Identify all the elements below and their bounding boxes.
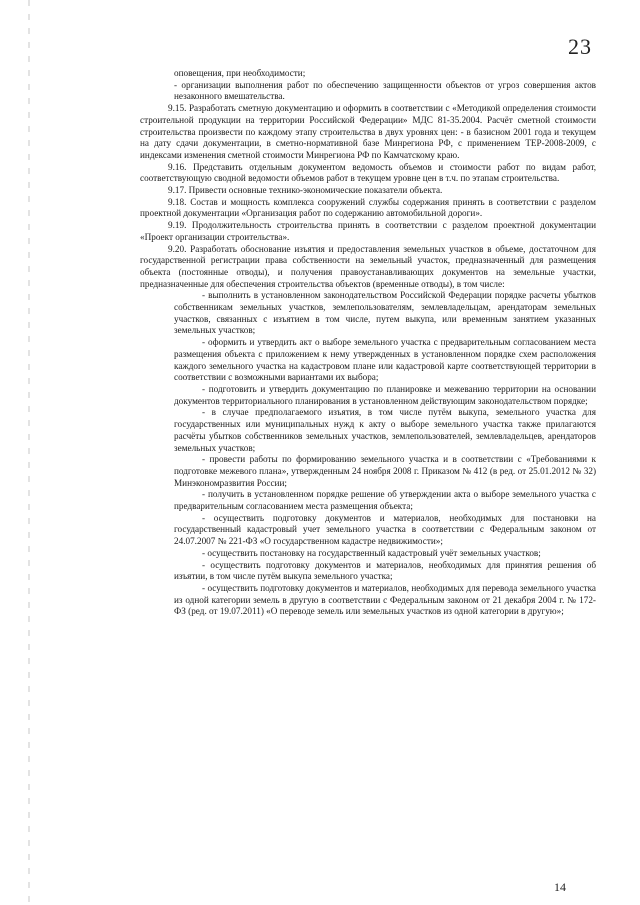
paragraph: - осуществить постановку на государственный кадастровый учёт земельных участков; (202, 547, 541, 558)
page-footer-number: 14 (554, 880, 566, 894)
paragraph: - оформить и утвердить акт о выборе земельного участка с предварительным согласованием места размещения объекта с приложением к нему утвержденных в установленном порядке схем расположения каждого земельного участка на кадастровом плане или кадастровой карте соответствующей территории в соответствии с возможными вариантами их выбора; (174, 337, 596, 383)
paragraph: оповещения, при необходимости; (174, 68, 306, 78)
paragraph: 9.15. Разработать сметную документацию и оформить в соответствии с «Методикой определения стоимости строительной продукции на территории Российской Федерации» МДС 81-35.2004. Расчёт сметной стоимости строительства произвести по каждому этапу строительства в двух уровнях цен: - в базисном 2001 года и текущем на дату сдачи документации, в сметно-нормативной базе Минрегиона РФ, с применением ТЕР-2008-2009, с индексами изменения сметной стоимости Минрегиона РФ по Камчатскому краю. (140, 103, 596, 160)
paragraph: 9.16. Представить отдельным документом ведомость объемов и стоимости работ по видам работ, соответствующую сводной ведомости объемов работ в текущем уровне цен в т.ч. по этапам строительства. (140, 161, 596, 184)
paragraph: - организации выполнения работ по обеспечению защищенности объектов от угроз совершения актов незаконного вмешательства. (174, 79, 596, 102)
page-stamp-number: 23 (568, 34, 592, 59)
paragraph: - выполнить в установленном законодательством Российской Федерации порядке расчеты убытков собственникам земельных участков, землепользователям, землевладельцам, арендаторам земельных участков, связанных с изъятием в том числе, путем выкупа, или временным занятием указанных земельных участков; (174, 290, 596, 336)
paragraph: 9.19. Продолжительность строительства принять в соответствии с разделом проектной документации «Проект организации строительства». (140, 220, 596, 242)
paragraph: - осуществить подготовку документов и материалов, необходимых для перевода земельного участка из одной категории земель в другую в соответствии с Федеральным законом от 21 декабря 2004 г. № 172-ФЗ (ред. от 19.07.2011) «О переводе земель или земельных участков из одной категории в другую»; (174, 582, 596, 617)
paragraph: 9.20. Разработать обоснование изъятия и предоставления земельных участков в объеме, достаточном для государственной регистрации права собственности на земельный участок, предназначенный для размещения объекта (постоянные отводы), и получения правоустанавливающих документов на земельные участки, предназначенные для обеспечения строительства объектов (временные отводы), в том числе: (140, 243, 596, 289)
paragraph: - провести работы по формированию земельного участка и в соответствии с «Требованиями к подготовке межевого плана», утвержденным 24 ноября 2008 г. Приказом № 412 (в ред. от 25.01.2012 № 32) Минэкономразвития России; (174, 454, 596, 488)
paragraph: - осуществить подготовку документов и материалов, необходимых для постановки на государственный кадастровый учет земельного участка в соответствии с Федеральным законом от 24.07.2007 № 221-ФЗ «О государственном кадастре недвижимости»; (174, 512, 596, 547)
scan-edge-artifact (28, 0, 30, 905)
paragraph: - подготовить и утвердить документацию по планировке и межеванию территории на основании документов территориального планирования в установленном действующим законодательством порядке; (174, 383, 596, 406)
paragraph: - в случае предполагаемого изъятия, в том числе путём выкупа, земельного участка для государственных или муниципальных нужд к акту о выборе земельного участка также прилагаются расчёты убытков собственников земельных участков, землепользователей, землевладельцев, арендаторов земельных участков; (174, 407, 596, 453)
paragraph: 9.17. Привести основные технико-экономические показатели объекта. (168, 185, 443, 196)
paragraph: 9.18. Состав и мощность комплекса сооружений службы содержания принять в соответствии с разделом проектной документации «Организация работ по содержанию автомобильной дороги». (140, 196, 596, 219)
paragraph: - осуществить подготовку документов и материалов, необходимых для принятия решения об изъятии, в том числе путём выкупа земельного участка; (174, 559, 596, 582)
paragraph: - получить в установленном порядке решение об утверждении акта о выборе земельного участка с предварительным согласованием места размещения объекта; (174, 489, 596, 512)
document-body (140, 68, 596, 618)
